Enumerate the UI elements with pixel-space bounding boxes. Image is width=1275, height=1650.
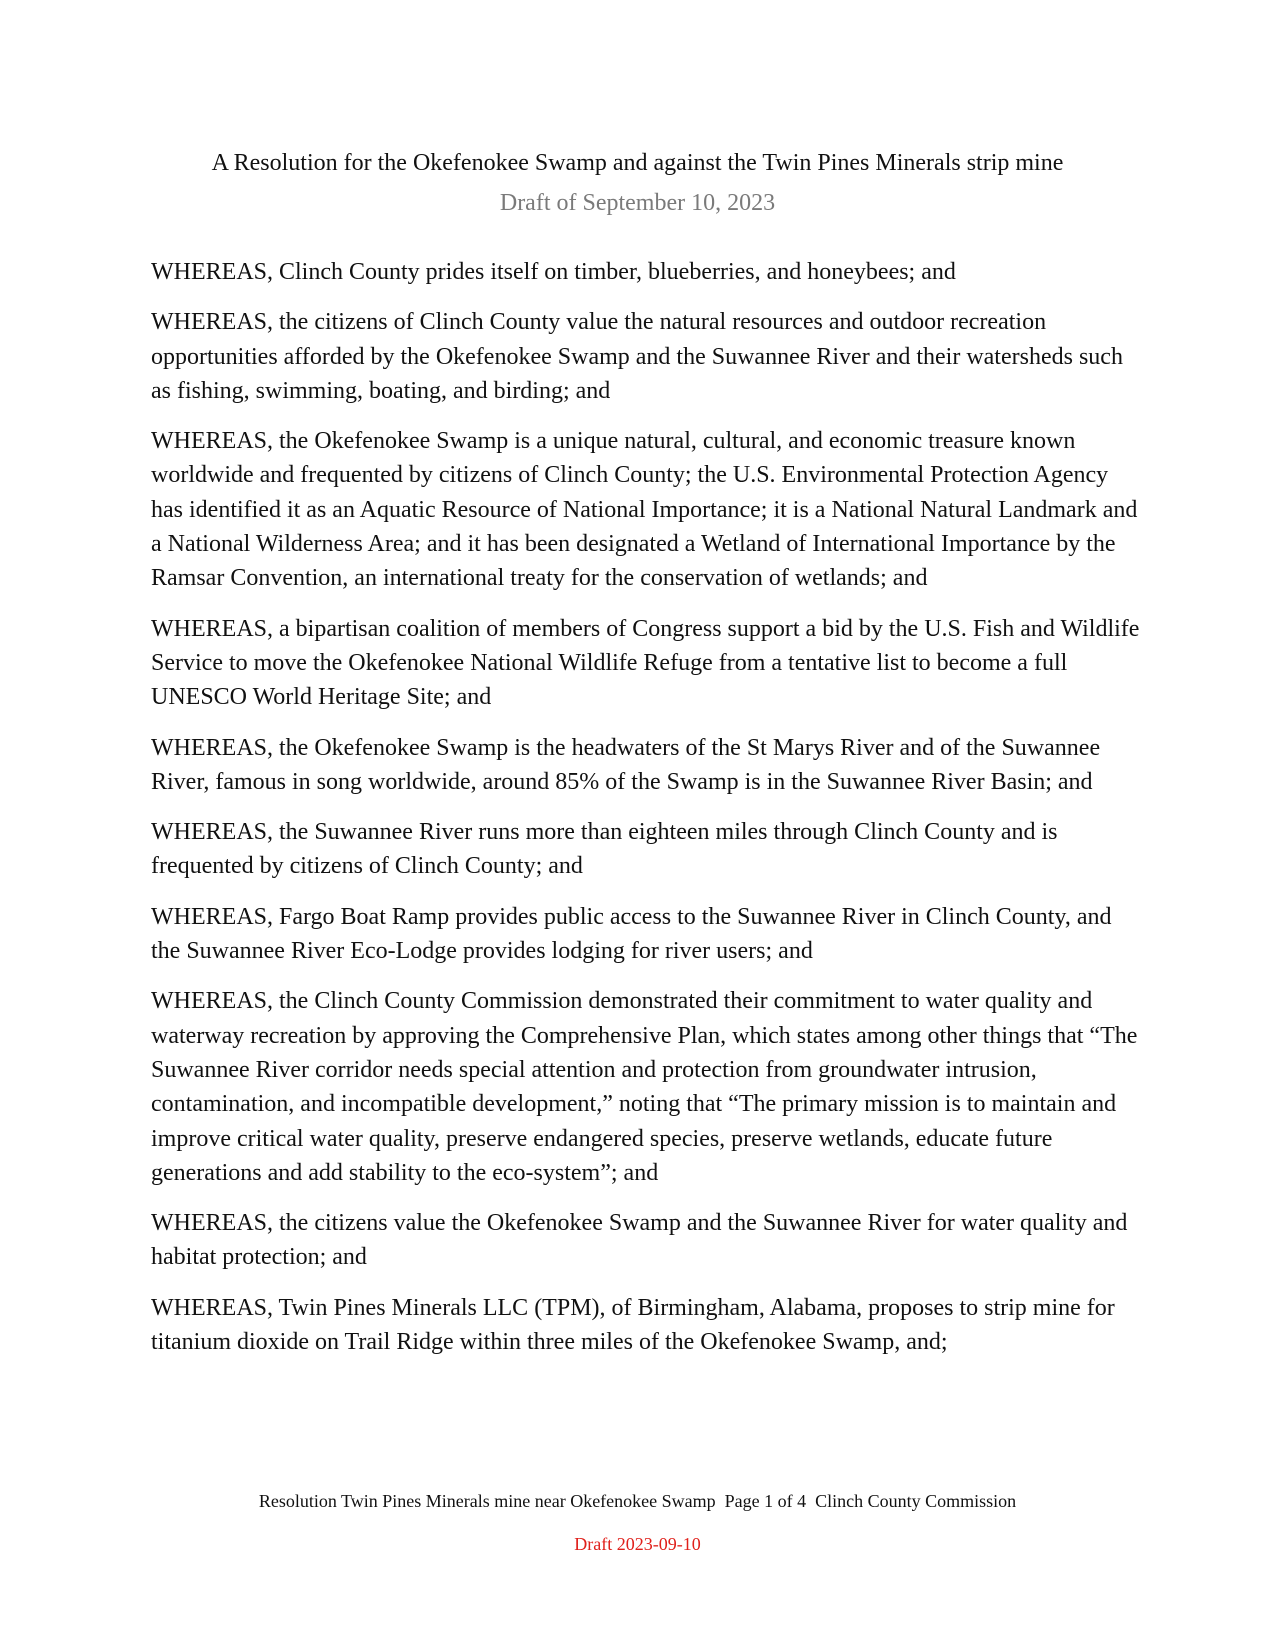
whereas-paragraph-4: WHEREAS, a bipartisan coalition of members of Congress support a bid by the U.S. Fish and Wildlife Service to move the Okefenokee National Wildlife Refuge from a tentative list to become a full UNESCO World Heritage Site; and: [151, 615, 1140, 711]
document-title: A Resolution for the Okefenokee Swamp and against the Twin Pines Minerals strip mine: [211, 150, 1064, 176]
whereas-paragraph-3: WHEREAS, the Okefenokee Swamp is a unique natural, cultural, and economic treasure known worldwide and frequented by citizens of Clinch County; the U.S. Environmental Protection Agency has identified it as an Aquatic Resource of National Importance; it is a National Natural Landmark and a National Wilderness Area; and it has been designated a Wetland of International Importance by the Ramsar Convention, an international treaty for the conservation of wetlands; and: [151, 428, 1138, 592]
page-footer: Resolution Twin Pines Minerals mine near Okefenokee Swamp Page 1 of 4 Clinch County Commission: [258, 1491, 1017, 1511]
document-body: [151, 255, 1141, 1375]
whereas-paragraph-2: WHEREAS, the citizens of Clinch County value the natural resources and outdoor recreation opportunities afforded by the Okefenokee Swamp and the Suwannee River and their watersheds such as fishing, swimming, boating, and birding; and: [151, 309, 1123, 404]
whereas-paragraph-8: WHEREAS, the Clinch County Commission demonstrated their commitment to water quality and waterway recreation by approving the Comprehensive Plan, which states among other things that “The Suwannee River corridor needs special attention and protection from groundwater intrusion, contamination, and incompatible development,” noting that “The primary mission is to maintain and improve critical water quality, preserve endangered species, preserve wetlands, educate future generations and add stability to the eco-system”; and: [151, 988, 1138, 1186]
document-subtitle: Draft of September 10, 2023: [499, 190, 776, 216]
whereas-paragraph-7: WHEREAS, Fargo Boat Ramp provides public access to the Suwannee River in Clinch County, and the Suwannee River Eco-Lodge provides lodging for river users; and: [151, 903, 1112, 965]
draft-label: Draft 2023-09-10: [574, 1534, 701, 1554]
whereas-paragraph-10: WHEREAS, Twin Pines Minerals LLC (TPM), of Birmingham, Alabama, proposes to strip mine for titanium dioxide on Trail Ridge within three miles of the Okefenokee Swamp, and;: [151, 1294, 1115, 1356]
whereas-paragraph-9: WHEREAS, the citizens value the Okefenokee Swamp and the Suwannee River for water quality and habitat protection; and: [151, 1210, 1128, 1271]
whereas-paragraph-1: WHEREAS, Clinch County prides itself on timber, blueberries, and honeybees; and: [151, 259, 956, 285]
whereas-paragraph-6: WHEREAS, the Suwannee River runs more than eighteen miles through Clinch County and is frequented by citizens of Clinch County; and: [151, 819, 1058, 880]
whereas-paragraph-5: WHEREAS, the Okefenokee Swamp is the headwaters of the St Marys River and of the Suwannee River, famous in song worldwide, around 85% of the Swamp is in the Suwannee River Basin; and: [151, 734, 1101, 795]
